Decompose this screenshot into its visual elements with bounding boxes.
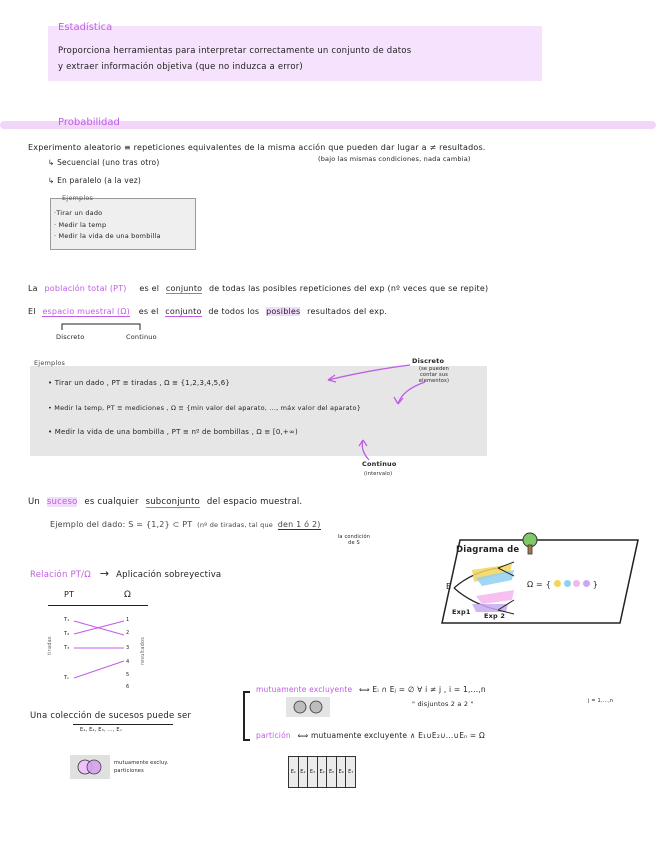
omega-dot-blue xyxy=(564,580,571,587)
coleccion-line: Una colección de sucesos puede ser xyxy=(30,711,192,721)
mutuamente-j: j = 1,...,n xyxy=(588,698,614,704)
paralelo: ↳ En paralelo (a la vez) xyxy=(48,176,142,185)
estadistica-line2: y extraer información objetiva (que no induzca a error) xyxy=(58,62,303,72)
relacion-right: 3 xyxy=(126,645,130,651)
relacion-resultados: resultados xyxy=(140,636,146,665)
venn-legend-2: particiones xyxy=(114,768,144,774)
diagrama-omega xyxy=(527,580,598,589)
relacion-left: Tₙ xyxy=(64,675,70,681)
continuo-label: Continuo xyxy=(362,460,397,468)
partition-cell: E₃ xyxy=(308,757,318,787)
omega-open: Ω = { xyxy=(527,580,551,589)
relacion-omega: Ω xyxy=(124,590,132,600)
venn-icon xyxy=(70,755,110,779)
partition-cell: E₅ xyxy=(327,757,337,787)
coleccion-underline xyxy=(73,724,173,725)
tree-icon xyxy=(520,532,540,556)
suceso-condicion: la condición de S xyxy=(337,534,371,546)
diagrama-e: E xyxy=(446,582,452,591)
suceso-rest: del espacio muestral. xyxy=(206,497,303,507)
suceso-subconjunto: subconjunto xyxy=(145,497,200,507)
secuencial: ↳ Secuencial (uno tras otro) xyxy=(48,158,160,167)
espacio-el: El xyxy=(28,307,36,316)
ejemplos1-item: · Medir la temp xyxy=(54,221,107,229)
ejemplos1-title: Ejemplos xyxy=(62,194,94,202)
estadistica-line1: Proporciona herramientas para interpretar correctamente un conjunto de datos xyxy=(58,46,412,56)
suceso-line xyxy=(28,497,302,507)
omega-close: } xyxy=(592,580,599,589)
ejemplos2-item: • Tirar un dado , PT ≡ tiradas , Ω ≡ {1,2,3,4,5,6} xyxy=(48,379,231,387)
espacio-line xyxy=(28,307,387,316)
particion-def: ⟺ mutuamente excluyente ∧ E₁∪E₂∪...∪Eₙ = Ω xyxy=(297,731,485,740)
discreto-label: Discreto xyxy=(412,357,445,365)
relacion-title: Relación PT/Ω xyxy=(30,570,91,580)
relacion-pt: PT xyxy=(64,590,75,599)
espacio-bracket xyxy=(60,320,150,332)
ejemplos2-item: • Medir la vida de una bombilla , PT ≡ nº de bombillas , Ω ≡ [0,+∞) xyxy=(48,428,298,436)
mutuamente-line xyxy=(256,685,486,694)
particion-term: partición xyxy=(256,731,291,740)
partition-cell: E₁ xyxy=(289,757,299,787)
relacion-line xyxy=(30,567,221,580)
ejemplos1-item: ·Tirar un dado xyxy=(54,209,103,217)
espacio-es-el: es el xyxy=(138,307,159,316)
poblacion-line xyxy=(28,284,488,293)
continuo-note: (intervalo) xyxy=(364,471,393,477)
relacion-right: 5 xyxy=(126,672,130,678)
experimento-note: (bajo las mismas condiciones, nada cambia) xyxy=(318,155,471,163)
experimento-line: Experimento aleatorio ≡ repeticiones equivalentes de la misma acción que pueden dar lugar a ≠ resultados. xyxy=(28,143,486,152)
relacion-rule xyxy=(48,605,148,606)
discreto-note: (se pueden contar sus elementos) xyxy=(418,366,450,384)
relacion-aplicacion: Aplicación sobreyectiva xyxy=(116,570,222,580)
omega-dot-purple xyxy=(583,580,590,587)
partition-cell: E₂ xyxy=(299,757,309,787)
suceso-un: Un xyxy=(28,497,41,507)
espacio-discreto: Discreto xyxy=(56,333,85,341)
espacio-continuo: Continuo xyxy=(126,333,157,341)
partition-cell: E₇ xyxy=(348,769,354,775)
poblacion-rest: de todas las posibles repeticiones del exp (nº veces que se repite) xyxy=(209,284,489,293)
mutuamente-def: ⟺ Eᵢ ∩ Eⱼ = ∅ ∀ i ≠ j , i = 1,...,n xyxy=(358,685,486,694)
mutuamente-icon xyxy=(286,697,330,717)
ejemplos2-title: Ejemplos xyxy=(34,359,66,367)
relacion-right: 4 xyxy=(126,659,130,665)
ejemplos1-item: · Medir la vida de una bombilla xyxy=(54,232,161,240)
suceso-term: suceso xyxy=(46,497,78,507)
suceso-den: den 1 ó 2) xyxy=(277,520,321,529)
diagrama-exp2: Exp 2 xyxy=(484,612,506,620)
suceso-ejemplo-text: Ejemplo del dado: S = {1,2} ⊂ PT xyxy=(50,520,193,529)
probabilidad-title: Probabilidad xyxy=(58,117,120,128)
venn-legend: mutuamente excluy. xyxy=(114,760,169,766)
espacio-resultados: resultados del exp. xyxy=(307,307,388,316)
espacio-posibles: posibles xyxy=(266,307,301,316)
relacion-tiradas: tiradas xyxy=(47,636,53,655)
diagrama-exp1: Exp1 xyxy=(452,608,471,616)
diagrama-title: Diagrama de xyxy=(456,545,520,555)
relacion-left: T₂ xyxy=(64,631,70,637)
relacion-arrow: → xyxy=(99,567,110,580)
diagrama-branches xyxy=(452,560,522,615)
poblacion-la: La xyxy=(28,284,38,293)
suceso-es-cualquier: es cualquier xyxy=(84,497,139,507)
suceso-ejemplo xyxy=(50,520,321,529)
omega-dot-pink xyxy=(573,580,580,587)
poblacion-term: población total (PT) xyxy=(44,284,127,293)
poblacion-conjunto: conjunto xyxy=(165,284,203,293)
relacion-left: T₃ xyxy=(64,645,70,651)
disjuntos: " disjuntos 2 a 2 " xyxy=(412,700,474,708)
suceso-ejemplo-note: (nº de tiradas, tal que xyxy=(197,521,273,529)
partition-diagram xyxy=(288,756,356,788)
espacio-conjunto: conjunto xyxy=(165,307,202,316)
partition-cell: E₆ xyxy=(337,757,347,787)
relacion-left: T₁ xyxy=(64,617,70,623)
relacion-right: 1 xyxy=(126,617,130,623)
espacio-de-todos: de todos los xyxy=(208,307,260,316)
espacio-term: espacio muestral (Ω) xyxy=(42,307,130,316)
poblacion-es-el: es el xyxy=(139,284,160,293)
estadistica-title: Estadística xyxy=(58,22,113,33)
particion-line xyxy=(256,731,485,740)
relacion-arrows xyxy=(72,615,132,690)
ejemplos2-item: • Medir la temp, PT ≡ mediciones , Ω ≡ {min valor del aparato, ..., máx valor del aparato} xyxy=(48,404,362,412)
coleccion-text xyxy=(30,711,191,721)
mutuamente-term: mutuamente excluyente xyxy=(256,685,353,694)
relacion-right: 6 xyxy=(126,684,130,690)
omega-dot-yellow xyxy=(554,580,561,587)
coleccion-sub: E₁, E₂, E₃, ..., Eₙ xyxy=(80,727,122,733)
discreto-arrow-2 xyxy=(390,380,430,410)
relacion-right: 2 xyxy=(126,630,130,636)
partition-cell: E₄ xyxy=(318,757,328,787)
